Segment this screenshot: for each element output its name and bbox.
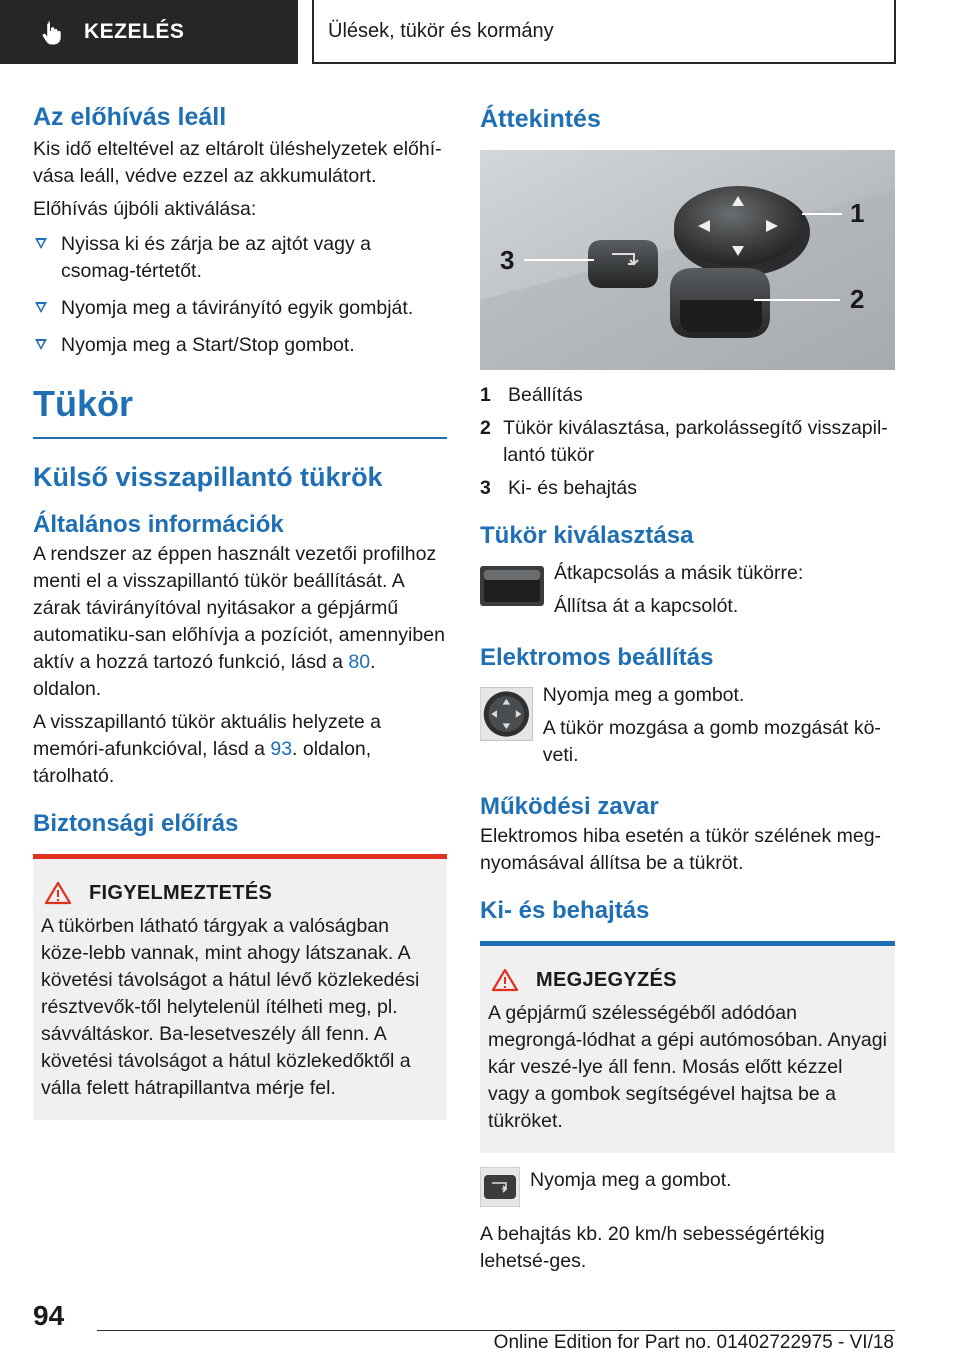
warning-triangle-icon [45,881,71,905]
general-info-text: A rendszer az éppen használt vezetői profilhoz menti el a visszapillantó tükör beállítását. A zárak távirányítóval nyitásakor a gépjármű automatiku-san előhívja a pozíciót, amennyiben aktív a hozzá tartozó funkció, lásd a 80. oldalon. [33,543,445,700]
page-number: 94 [33,1300,65,1331]
heading-general-info: Általános információk [33,511,284,538]
list-item: Nyissa ki és zárja be az ajtót vagy a csomag-tértetőt. [33,231,447,285]
right-column [480,100,895,1279]
mirror-controls-photo [480,150,895,370]
malfunction-text: Elektromos hiba esetén a tükör szélének meg-nyomásával állítsa be a tükröt. [480,825,882,874]
heading-recall-stops: Az előhívás leáll [33,103,227,131]
legend-item: 1 Beállítás [480,384,583,406]
bullet-triangle-icon [35,302,47,313]
photo-label-3: 3 [500,245,515,275]
list-item: Nyomja meg a Start/Stop gombot. [33,332,447,359]
memory-text: A visszapillantó tükör aktuális helyzete a memóri-afunkcióval, lásd a 93. oldalon, tárolható. [33,711,381,787]
note-box [480,946,895,1153]
reactivate-list [33,231,447,359]
electric-text-1: Nyomja meg a gombot. [542,684,745,706]
heading-safety: Biztonsági előírás [33,810,239,837]
warning-text: A tükörben látható tárgyak a valóságban köze-lebb vannak, mint ahogy látszanak. A követési távolságot a hátul lévő közlekedési résztvevők-től helytelenül ítélheti meg, pl. sávváltáskor. Ba-lesetveszély áll fenn. A követési távolságot a hátul közlekedőktől a válla felett hátrapillantva mérje fel. [41,915,420,1099]
header-section-tab [0,0,298,64]
reactivate-text: Előhívás újbóli aktiválása: [33,198,257,220]
note-text: A gépjármű szélességéből adódóan megrongá-lódhat a gépi autómosóban. Anyagi kár veszé-lye áll fenn. Mosás előtt kézzel vagy a gombok segítségével hajtsa be a tükröket. [488,1002,887,1132]
heading-malfunction: Működési zavar [480,793,659,820]
select-text-2: Állítsa át a kapcsolót. [554,595,739,617]
fold-speed-text: A behajtás kb. 20 km/h sebességértékig lehetsé-ges. [480,1223,825,1272]
legend-item: 3 Ki- és behajtás [480,477,637,499]
page-link-80[interactable]: 80 [348,651,371,673]
select-text-1: Átkapcsolás a másik tükörre: [554,562,804,584]
heading-mirror: Tükör [33,383,134,424]
fold-press-text: Nyomja meg a gombot. [530,1169,732,1191]
header-chapter-title [312,0,896,64]
heading-overview: Áttekintés [480,105,601,133]
footer-edition: Online Edition for Part no. 01402722975 - VI/18 [493,1332,894,1353]
chapter-title: Ülések, tükör és kormány [328,19,554,42]
hand-pointer-icon [40,19,66,45]
photo-label-2: 2 [850,284,865,314]
bullet-triangle-icon [35,238,47,249]
heading-rule [33,437,447,439]
header-section-label: KEZELÉS [84,20,185,43]
heading-mirror-select: Tükör kiválasztása [480,522,694,549]
warning-box [33,859,447,1120]
warning-title: FIGYELMEZTETÉS [89,881,273,904]
heading-fold: Ki- és behajtás [480,897,650,924]
heading-outer-mirrors: Külső visszapillantó tükrök [33,462,383,492]
legend-item: 2 Tükör kiválasztása, parkolássegítő visszapil-lantó tükör [480,417,888,466]
heading-electric-adjust: Elektromos beállítás [480,644,714,671]
legend-list [480,382,895,502]
photo-label-1: 1 [850,198,865,228]
recall-stops-text: Kis idő elteltével az eltárolt üléshelyzetek előhí-vása leáll, védve ezzel az akkumulátort. [33,138,442,187]
notice-triangle-icon [492,968,518,992]
left-column [33,100,447,1120]
page-link-93[interactable]: 93 [270,738,293,760]
bullet-triangle-icon [35,339,47,350]
selector-switch-icon [480,566,544,606]
footer-rule [97,1330,895,1331]
electric-text-2: A tükör mozgása a gomb mozgását kö-veti. [542,717,881,766]
direction-pad-icon [480,686,533,742]
note-title: MEGJEGYZÉS [536,968,677,991]
list-item: Nyomja meg a távirányító egyik gombját. [33,295,447,322]
fold-button-icon [480,1167,520,1207]
